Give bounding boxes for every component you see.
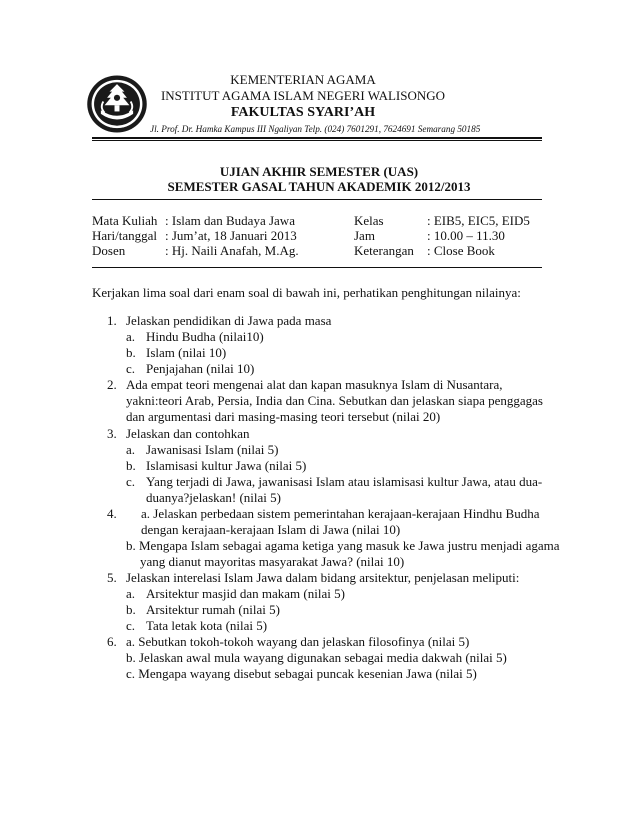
info-value: : Close Book: [427, 243, 495, 258]
info-row: [0, 213, 638, 229]
option-text: Arsitektur masjid dan makam (nilai 5): [146, 586, 345, 601]
option-marker: b.: [126, 345, 136, 360]
question-text: c. Mengapa wayang disebut sebagai puncak kesenian Jawa (nilai 5): [126, 666, 477, 681]
info-row: [0, 243, 638, 259]
question-text: Ada empat teori mengenai alat dan kapan masuknya Islam di Nusantara,: [126, 377, 503, 392]
option-text: Jawanisasi Islam (nilai 5): [146, 442, 279, 457]
info-label: Hari/tanggal: [92, 228, 157, 243]
info-label: Mata Kuliah: [92, 213, 158, 228]
faculty-name: FAKULTAS SYARI’AH: [230, 105, 376, 120]
option-text: Yang terjadi di Jawa, jawanisasi Islam atau islamisasi kultur Jawa, atau dua-: [146, 474, 543, 489]
option-marker: a.: [126, 586, 136, 601]
question-number: 6.: [107, 634, 117, 649]
question-text: b. Jelaskan awal mula wayang digunakan sebagai media dakwah (nilai 5): [126, 650, 507, 665]
question-text: a. Sebutkan tokoh-tokoh wayang dan jelaskan filosofinya (nilai 5): [126, 634, 470, 649]
exam-title: UJIAN AKHIR SEMESTER (UAS): [219, 164, 419, 179]
question-text: dengan kerajaan-kerajaan Islam di Jawa (nilai 10): [141, 522, 401, 537]
instructions: Kerjakan lima soal dari enam soal di bawah ini, perhatikan penghitungan nilainya:: [92, 285, 521, 300]
option-text: Hindu Budha (nilai10): [146, 329, 264, 344]
option-marker: b.: [126, 602, 136, 617]
question-number: 4.: [107, 506, 117, 521]
question-text: Jelaskan dan contohkan: [126, 426, 250, 441]
header-divider: [92, 137, 542, 139]
question-text: Jelaskan interelasi Islam Jawa dalam bidang arsitektur, penjelasan meliputi:: [126, 570, 520, 585]
question-text: a. Jelaskan perbedaan sistem pemerintahan kerajaan-kerajaan Hindhu Budha: [141, 506, 540, 521]
institute-name: INSTITUT AGAMA ISLAM NEGERI WALISONGO: [160, 88, 446, 103]
option-text: Tata letak kota (nilai 5): [146, 618, 268, 633]
exam-subtitle: SEMESTER GASAL TAHUN AKADEMIK 2012/2013: [167, 179, 471, 194]
ministry-name: KEMENTERIAN AGAMA: [230, 72, 376, 87]
info-divider-bottom: [92, 267, 542, 268]
option-text: duanya?jelaskan! (nilai 5): [146, 490, 281, 505]
option-text: Arsitektur rumah (nilai 5): [146, 602, 280, 617]
option-marker: c.: [126, 618, 136, 633]
info-row: [0, 228, 638, 244]
address-line: Jl. Prof. Dr. Hamka Kampus III Ngaliyan Telp. (024) 7601291, 7624691 Semarang 50185: [150, 124, 481, 134]
question-number: 3.: [107, 426, 117, 441]
option-marker: c.: [126, 361, 136, 376]
info-value: : EIB5, EIC5, EID5: [427, 213, 530, 228]
info-label: Kelas: [354, 213, 384, 228]
question-number: 5.: [107, 570, 117, 585]
option-marker: b.: [126, 458, 136, 473]
question-number: 2.: [107, 377, 117, 392]
info-value: : Islam dan Budaya Jawa: [165, 213, 295, 228]
info-value: : Jum’at, 18 Januari 2013: [165, 228, 297, 243]
option-marker: a.: [126, 442, 136, 457]
info-label: Jam: [354, 228, 375, 243]
header-divider-thin: [92, 140, 542, 141]
question-text: Jelaskan pendidikan di Jawa pada masa: [126, 313, 332, 328]
info-divider-top: [92, 199, 542, 200]
info-value: : 10.00 – 11.30: [427, 228, 505, 243]
option-marker: a.: [126, 329, 136, 344]
question-text: dan argumentasi dari masing-masing teori tersebut (nilai 20): [126, 409, 441, 424]
info-label: Keterangan: [354, 243, 414, 258]
question-text: b. Mengapa Islam sebagai agama ketiga yang masuk ke Jawa justru menjadi agama: [126, 538, 560, 553]
question-text: yang dianut mayoritas masyarakat Jawa? (nilai 10): [140, 554, 405, 569]
option-text: Islamisasi kultur Jawa (nilai 5): [146, 458, 307, 473]
option-marker: c.: [126, 474, 136, 489]
option-text: Penjajahan (nilai 10): [146, 361, 255, 376]
question-number: 1.: [107, 313, 117, 328]
question-text: yakni:teori Arab, Persia, India dan Cina. Sebutkan dan jelaskan siapa penggagas: [126, 393, 543, 408]
option-text: Islam (nilai 10): [146, 345, 227, 360]
info-label: Dosen: [92, 243, 126, 258]
info-value: : Hj. Naili Anafah, M.Ag.: [165, 243, 299, 258]
